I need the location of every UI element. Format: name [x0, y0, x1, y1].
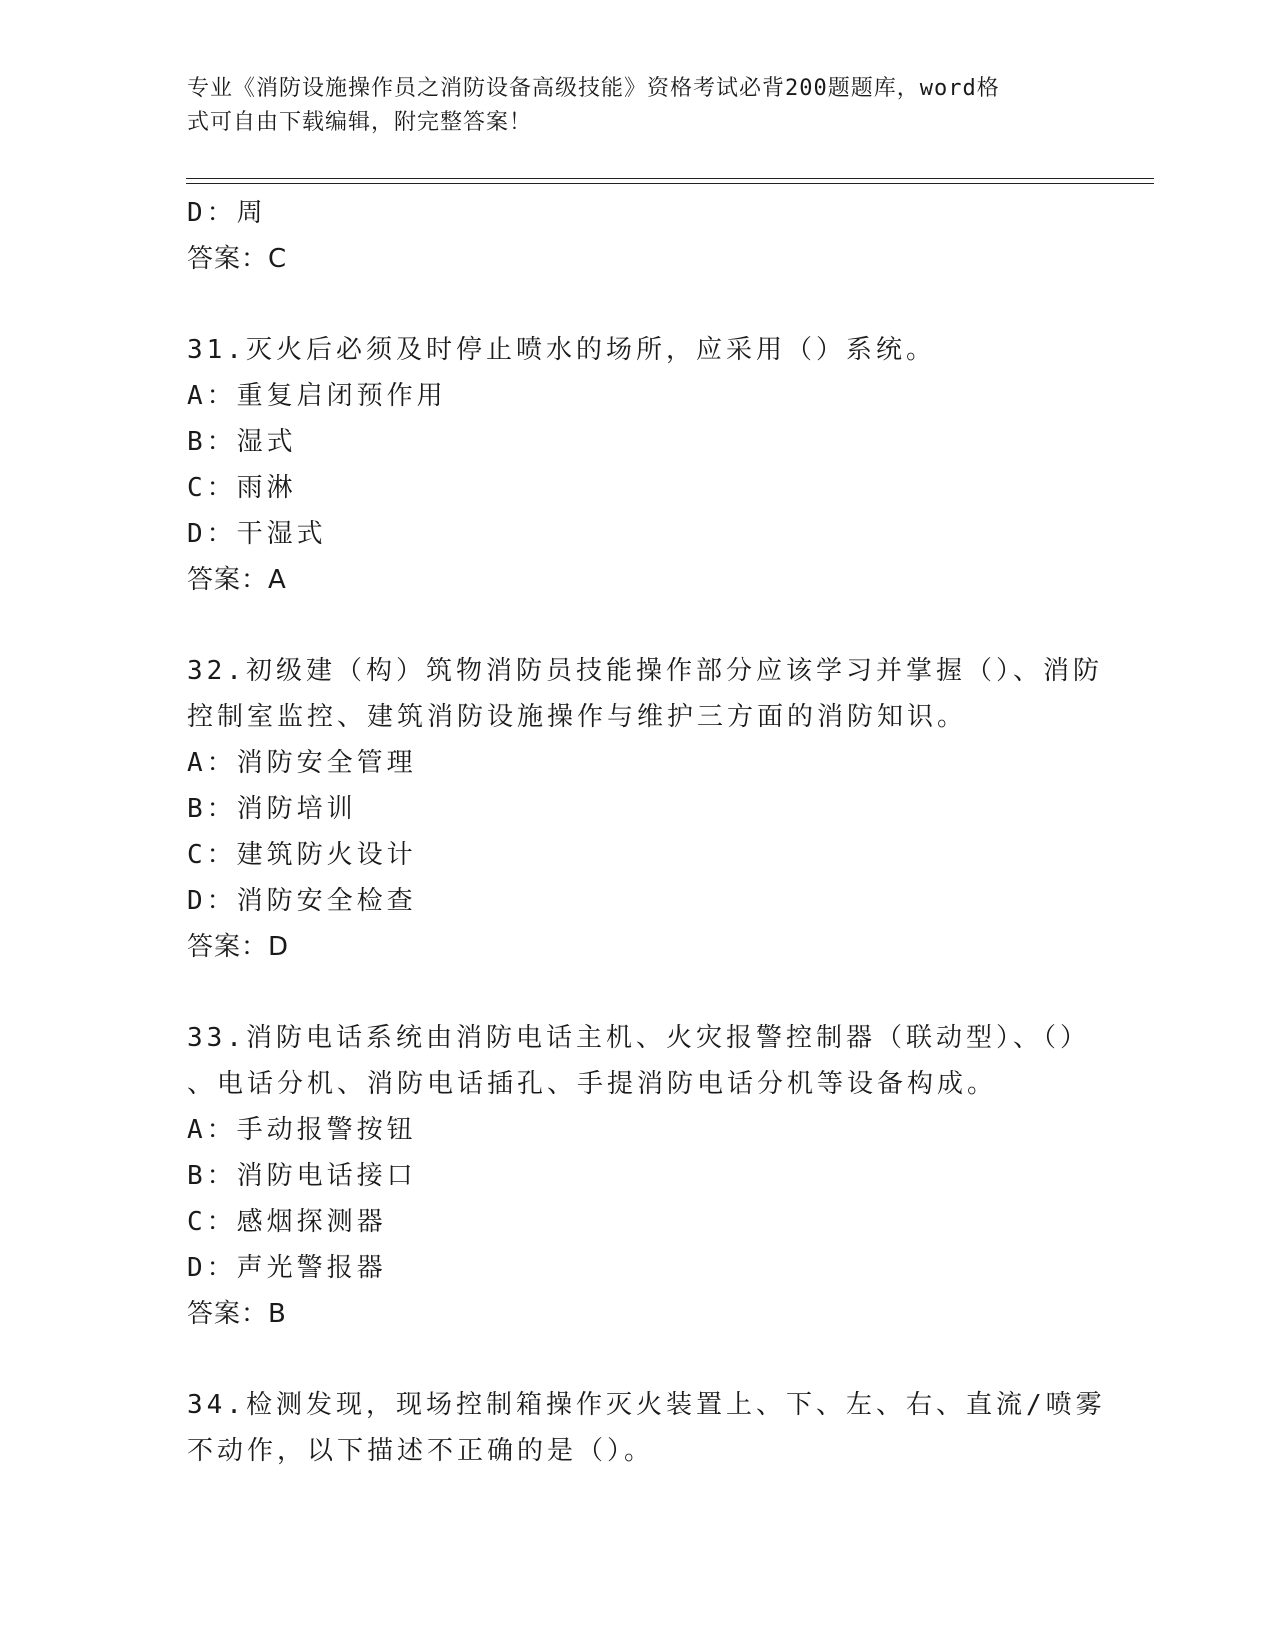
option-d: D：干湿式: [187, 519, 327, 549]
question-stem-line-2: 不动作，以下描述不正确的是（）。: [187, 1436, 655, 1466]
question-stem-line-1: 34.检测发现，现场控制箱操作灭火装置上、下、左、右、直流/喷雾: [187, 1390, 1106, 1420]
question-stem-line-1: 32.初级建（构）筑物消防员技能操作部分应该学习并掌握（）、消防: [187, 656, 1103, 686]
option-a: A：消防安全管理: [187, 748, 417, 778]
answer-line: 答案：C: [187, 244, 288, 274]
option-b: B：消防电话接口: [187, 1161, 417, 1191]
document-header: [187, 72, 1067, 140]
header-line-1: 专业《消防设施操作员之消防设备高级技能》资格考试必背200题题库，word格: [187, 76, 1000, 101]
option-c: C：雨淋: [187, 473, 297, 503]
header-rule-top: [186, 178, 1154, 179]
option-a: A：手动报警按钮: [187, 1115, 417, 1145]
question-32: [187, 648, 1103, 970]
option-d: D：周: [187, 198, 267, 228]
previous-question-tail: [187, 190, 1087, 282]
answer-line: 答案：A: [187, 565, 287, 595]
question-34: [187, 1382, 1106, 1474]
option-a: A：重复启闭预作用: [187, 381, 447, 411]
answer-line: 答案：D: [187, 932, 290, 962]
question-content: [187, 190, 1106, 1474]
option-b: B：消防培训: [187, 794, 357, 824]
question-stem-line-1: 33.消防电话系统由消防电话主机、火灾报警控制器（联动型）、（）: [187, 1023, 1090, 1053]
question-stem-line-2: 、电话分机、消防电话插孔、手提消防电话分机等设备构成。: [187, 1069, 998, 1099]
question-31: [187, 327, 1087, 603]
question-33: [187, 1015, 1090, 1337]
header-rule-bottom: [186, 183, 1154, 184]
option-d: D：声光警报器: [187, 1253, 387, 1283]
question-stem: 31.灭火后必须及时停止喷水的场所，应采用（）系统。: [187, 335, 936, 365]
option-b: B：湿式: [187, 427, 297, 457]
option-c: C：感烟探测器: [187, 1207, 387, 1237]
question-stem-line-2: 控制室监控、建筑消防设施操作与维护三方面的消防知识。: [187, 702, 968, 732]
option-c: C：建筑防火设计: [187, 840, 417, 870]
option-d: D：消防安全检查: [187, 886, 417, 916]
answer-line: 答案：B: [187, 1299, 287, 1329]
header-line-2: 式可自由下载编辑，附完整答案！: [187, 110, 533, 135]
